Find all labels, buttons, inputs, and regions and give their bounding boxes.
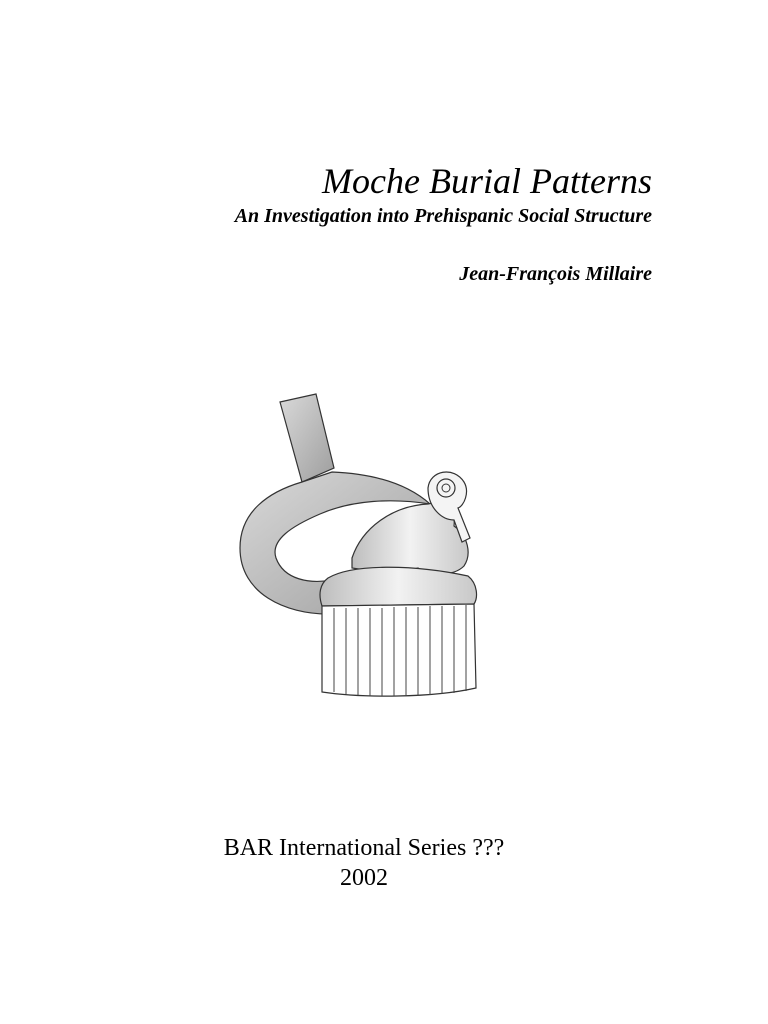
- author-name: Jean-François Millaire: [459, 263, 652, 285]
- series-name: BAR International Series ???: [223, 835, 505, 861]
- publication-year: 2002: [340, 865, 388, 891]
- book-title: Moche Burial Patterns: [322, 161, 652, 201]
- book-subtitle: An Investigation into Prehispanic Social Structure: [234, 205, 652, 227]
- stirrup-spout-vessel-icon: [232, 388, 488, 704]
